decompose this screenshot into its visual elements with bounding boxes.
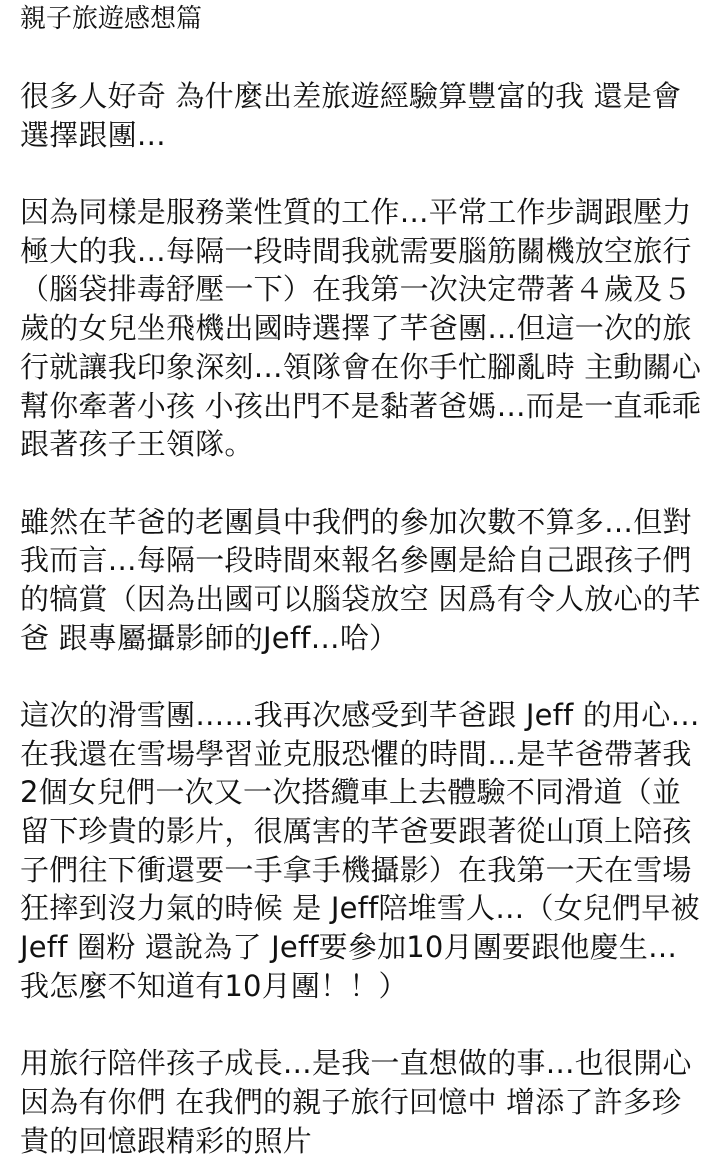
text-line: 用旅行陪伴孩子成長…是我一直想做的事…也很開心 (20, 1046, 692, 1081)
paragraph (20, 1044, 710, 1160)
text-line: 留下珍貴的影片，很厲害的芊爸要跟著從山頂上陪孩 (20, 814, 692, 849)
paragraph (20, 696, 710, 1006)
text-line: 狂摔到沒力氣的時候 是 Jeff陪堆雪人…（女兒們早被 (20, 891, 700, 926)
document-title: 親子旅遊感想篇 (20, 4, 203, 34)
text-line: 因為同樣是服務業性質的工作…平常工作步調跟壓力 (20, 195, 692, 230)
text-line: Jeff 圈粉 還說為了 Jeff要參加10月團要跟他慶生… (20, 930, 678, 965)
paragraph-gap (20, 154, 710, 193)
text-line: 行就讓我印象深刻…領隊會在你手忙腳亂時 主動關心 (20, 349, 702, 384)
text-line: 極大的我…每隔一段時間我就需要腦筋關機放空旅行 (20, 233, 692, 268)
text-line: 爸 跟專屬攝影師的Jeff…哈） (20, 620, 399, 655)
paragraph-gap (20, 464, 710, 503)
text-line: 2個女兒們一次又一次搭纜車上去體驗不同滑道（並 (20, 775, 682, 810)
text-line: 跟著孩子王領隊。 (20, 427, 254, 462)
paragraph (20, 193, 710, 464)
text-line: 很多人好奇 為什麼出差旅遊經驗算豐富的我 還是會 (20, 79, 682, 113)
text-line: 貴的回憶跟精彩的照片 (20, 1123, 313, 1158)
text-line: 子們往下衝還要一手拿手機攝影）在我第一天在雪場 (20, 852, 692, 887)
paragraph-gap (20, 38, 710, 77)
paragraph-gap (20, 1006, 710, 1045)
text-line: 在我還在雪場學習並克服恐懼的時間…是芊爸帶著我 (20, 736, 692, 771)
text-line: 選擇跟團… (20, 117, 167, 152)
text-line: 歲的女兒坐飛機出國時選擇了芊爸團…但這一次的旅 (20, 311, 692, 346)
paragraph (20, 503, 710, 658)
text-line: 這次的滑雪團……我再次感受到芊爸跟 Jeff 的用心… (20, 698, 700, 732)
paragraph-gap (20, 657, 710, 696)
document-body (20, 0, 710, 1160)
text-line: 我而言…每隔一段時間來報名參團是給自己跟孩子們 (20, 543, 692, 578)
text-line: 幫你牽著小孩 小孩出門不是黏著爸媽…而是一直乖乖 (20, 388, 702, 423)
text-line: 雖然在芊爸的老團員中我們的參加次數不算多…但對 (20, 504, 692, 539)
text-line: 的犒賞（因為出國可以腦袋放空 因爲有令人放心的芊 (20, 581, 702, 616)
text-line: 我怎麼不知道有10月團！！） (20, 968, 408, 1003)
paragraph (20, 77, 710, 154)
text-line: 因為有你們 在我們的親子旅行回憶中 增添了許多珍 (20, 1084, 682, 1119)
text-line: （腦袋排毒舒壓一下）在我第一次決定帶著４歲及５ (20, 272, 692, 307)
